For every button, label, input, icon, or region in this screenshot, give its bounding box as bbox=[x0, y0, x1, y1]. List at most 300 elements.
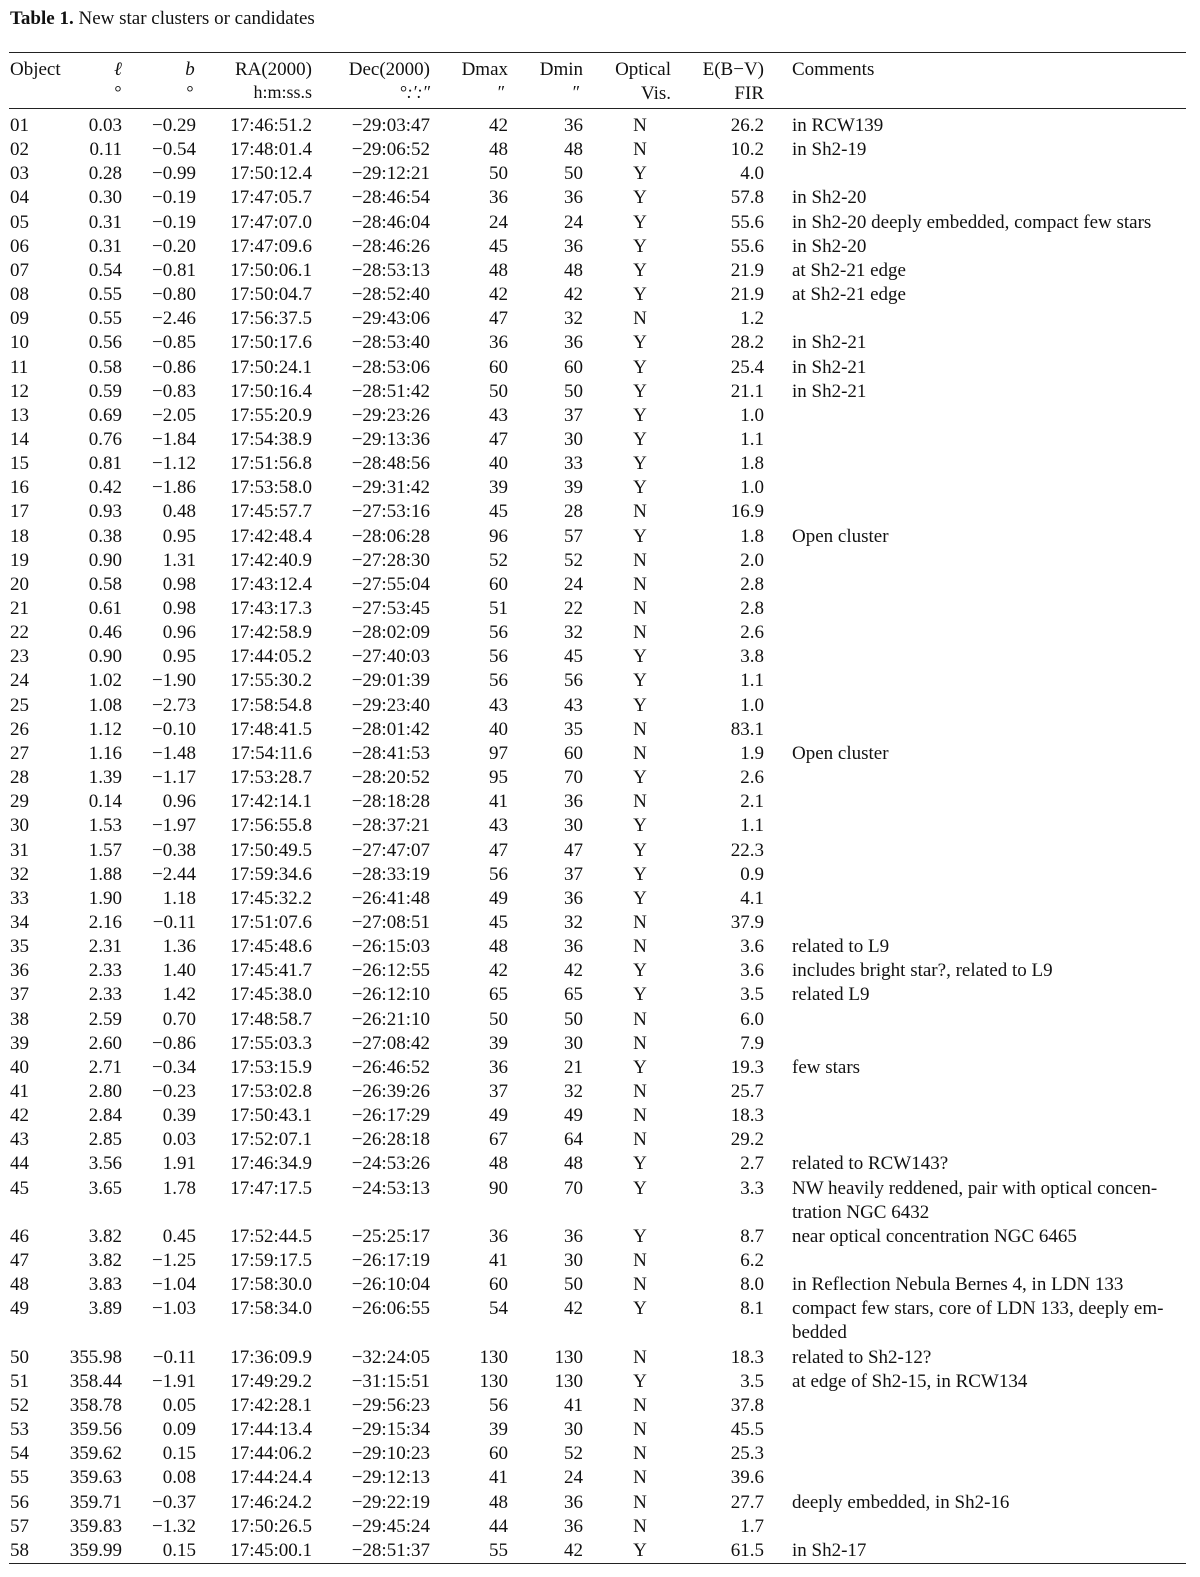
cell-dmin: 49 bbox=[564, 1105, 583, 1127]
cell-ebv: 27.7 bbox=[730, 1491, 764, 1513]
cell-dmax: 42 bbox=[489, 960, 508, 982]
cell-b: 1.42 bbox=[162, 984, 196, 1006]
cell-ebv: 3.3 bbox=[740, 1177, 764, 1199]
cell-ebv: 57.8 bbox=[730, 187, 764, 209]
cell-dec: −28:41:53 bbox=[351, 742, 430, 764]
cell-dec: −29:10:23 bbox=[351, 1443, 430, 1465]
cell-object: 58 bbox=[10, 1539, 29, 1561]
cell-dec: −28:33:19 bbox=[351, 863, 430, 885]
cell-object: 17 bbox=[10, 501, 29, 523]
cell-dmin: 36 bbox=[564, 115, 583, 136]
cell-ra: 17:54:38.9 bbox=[230, 428, 312, 450]
cell-dec: −28:51:42 bbox=[351, 380, 430, 402]
cell-optical: N bbox=[633, 549, 647, 571]
cell-optical: Y bbox=[633, 815, 647, 837]
cell-object: 38 bbox=[10, 1008, 29, 1030]
cell-l: 0.58 bbox=[88, 356, 122, 378]
cell-ra: 17:47:09.6 bbox=[230, 235, 312, 257]
cell-l: 0.28 bbox=[88, 163, 122, 185]
cell-l: 3.82 bbox=[88, 1250, 122, 1272]
cell-dmax: 60 bbox=[489, 1274, 508, 1296]
table-row bbox=[0, 863, 1200, 887]
cell-l: 2.85 bbox=[88, 1129, 122, 1151]
table-row bbox=[0, 452, 1200, 476]
table-row bbox=[0, 307, 1200, 331]
cell-dmax: 51 bbox=[489, 598, 508, 619]
cell-l: 0.81 bbox=[88, 453, 122, 475]
cell-b: 1.91 bbox=[162, 1153, 196, 1175]
cell-optical: Y bbox=[633, 187, 647, 209]
cell-comments bbox=[792, 959, 1192, 983]
cell-dmin: 24 bbox=[564, 211, 583, 233]
cell-ra: 17:56:37.5 bbox=[230, 308, 312, 330]
comment-line: few stars bbox=[792, 1056, 861, 1078]
cell-ebv: 83.1 bbox=[730, 718, 764, 740]
cell-dmin: 36 bbox=[564, 332, 583, 354]
cell-dec: −26:12:55 bbox=[351, 960, 430, 982]
table-row bbox=[0, 766, 1200, 790]
cell-l: 355.98 bbox=[69, 1346, 122, 1368]
cell-dec: −26:10:04 bbox=[351, 1274, 430, 1296]
cell-b: −1.91 bbox=[152, 1370, 196, 1392]
cell-dmax: 56 bbox=[489, 622, 508, 644]
cell-dmax: 48 bbox=[489, 259, 508, 281]
cell-object: 19 bbox=[10, 549, 29, 571]
cell-dec: −28:20:52 bbox=[351, 767, 430, 789]
table-row bbox=[0, 983, 1200, 1007]
cell-dmin: 60 bbox=[564, 742, 583, 764]
cell-dmax: 95 bbox=[489, 767, 508, 789]
cell-b: −1.03 bbox=[152, 1298, 196, 1320]
table-row bbox=[0, 1346, 1200, 1370]
cell-object: 37 bbox=[10, 984, 29, 1006]
cell-dmin: 43 bbox=[564, 694, 583, 716]
cell-ebv: 8.1 bbox=[740, 1298, 764, 1320]
cell-dmin: 35 bbox=[564, 718, 583, 740]
cell-l: 0.46 bbox=[88, 622, 122, 644]
table-row bbox=[0, 114, 1200, 138]
cell-l: 1.39 bbox=[88, 767, 122, 789]
cell-ra: 17:48:41.5 bbox=[230, 718, 312, 740]
cell-object: 25 bbox=[10, 694, 29, 716]
cell-dec: −24:53:26 bbox=[351, 1153, 430, 1175]
cell-b: −2.05 bbox=[152, 404, 196, 426]
table-caption bbox=[10, 8, 315, 30]
cell-dmax: 56 bbox=[489, 646, 508, 668]
cell-dec: −29:15:34 bbox=[351, 1419, 430, 1441]
cell-dec: −28:37:21 bbox=[351, 815, 430, 837]
cell-optical: Y bbox=[633, 356, 647, 378]
header-dec: Dec(2000) bbox=[348, 59, 430, 80]
cell-dmin: 33 bbox=[564, 453, 583, 475]
cell-ra: 17:45:32.2 bbox=[230, 887, 312, 909]
cell-dec: −26:39:26 bbox=[351, 1081, 430, 1102]
cell-dec: −28:51:37 bbox=[351, 1539, 430, 1561]
cell-l: 1.02 bbox=[88, 670, 122, 692]
cell-dmax: 41 bbox=[489, 1250, 508, 1272]
cell-dmin: 42 bbox=[564, 284, 583, 306]
cell-b: −0.38 bbox=[152, 839, 196, 861]
comment-line: in Sh2-20 deeply embedded, compact few stars bbox=[792, 211, 1152, 233]
comment-line: in Sh2-21 bbox=[792, 332, 867, 354]
cell-dmax: 49 bbox=[489, 1105, 508, 1127]
cell-dmax: 24 bbox=[489, 211, 508, 233]
cell-dec: −27:28:30 bbox=[351, 549, 430, 571]
cell-optical: Y bbox=[633, 332, 647, 354]
cell-l: 1.88 bbox=[88, 863, 122, 885]
header-dmin: Dmin bbox=[539, 59, 583, 80]
cell-optical: Y bbox=[633, 1225, 647, 1247]
cell-object: 04 bbox=[10, 187, 29, 209]
cell-l: 0.38 bbox=[88, 525, 122, 547]
cell-dmin: 37 bbox=[564, 404, 583, 426]
cell-ebv: 1.9 bbox=[740, 742, 764, 764]
cell-dmin: 64 bbox=[564, 1129, 583, 1151]
cell-object: 32 bbox=[10, 863, 29, 885]
cell-ra: 17:45:48.6 bbox=[230, 936, 312, 958]
cell-ra: 17:50:49.5 bbox=[230, 839, 312, 861]
cell-dmax: 47 bbox=[489, 839, 508, 861]
cell-optical: Y bbox=[633, 1153, 647, 1175]
cell-comments bbox=[792, 331, 1192, 355]
cell-ra: 17:44:24.4 bbox=[230, 1467, 312, 1489]
cell-dec: −27:55:04 bbox=[351, 573, 430, 595]
table-row bbox=[0, 1177, 1200, 1223]
cell-object: 44 bbox=[10, 1153, 29, 1175]
cell-ebv: 1.0 bbox=[740, 404, 764, 426]
cell-dmin: 30 bbox=[564, 1032, 583, 1054]
table-row bbox=[0, 1442, 1200, 1466]
cell-b: −0.34 bbox=[152, 1056, 196, 1078]
comment-line: at Sh2-21 edge bbox=[792, 259, 906, 281]
cell-ra: 17:53:58.0 bbox=[230, 477, 312, 499]
cell-object: 57 bbox=[10, 1515, 29, 1537]
cell-dec: −29:12:21 bbox=[351, 163, 430, 185]
cell-comments bbox=[792, 1273, 1192, 1297]
cell-b: 0.45 bbox=[162, 1225, 196, 1247]
cell-l: 0.14 bbox=[88, 791, 122, 813]
cell-ra: 17:50:04.7 bbox=[230, 284, 312, 306]
cell-l: 359.63 bbox=[69, 1467, 122, 1489]
cell-dec: −27:53:45 bbox=[351, 598, 430, 619]
cell-ra: 17:45:57.7 bbox=[230, 501, 312, 523]
cell-ra: 17:55:30.2 bbox=[230, 670, 312, 692]
cell-optical: N bbox=[633, 911, 647, 933]
cell-optical: N bbox=[633, 1515, 647, 1537]
cell-ebv: 8.0 bbox=[740, 1274, 764, 1296]
cell-object: 24 bbox=[10, 670, 29, 692]
cell-object: 53 bbox=[10, 1419, 29, 1441]
cell-b: −0.83 bbox=[152, 380, 196, 402]
cell-l: 0.54 bbox=[88, 259, 122, 281]
cell-optical: Y bbox=[633, 1177, 647, 1199]
cell-optical: N bbox=[633, 742, 647, 764]
cell-dmin: 60 bbox=[564, 356, 583, 378]
cell-dec: −29:23:26 bbox=[351, 404, 430, 426]
cell-object: 26 bbox=[10, 718, 29, 740]
cell-optical: N bbox=[633, 598, 647, 619]
cell-b: −0.99 bbox=[152, 163, 196, 185]
cell-object: 21 bbox=[10, 598, 29, 619]
cell-object: 12 bbox=[10, 380, 29, 402]
cell-object: 16 bbox=[10, 477, 29, 499]
cell-l: 358.44 bbox=[69, 1370, 122, 1392]
cell-dec: −29:31:42 bbox=[351, 477, 430, 499]
cell-dmin: 50 bbox=[564, 1274, 583, 1296]
cell-ebv: 25.4 bbox=[730, 356, 764, 378]
cell-ebv: 2.6 bbox=[740, 622, 764, 644]
comment-line: related to Sh2-12? bbox=[792, 1346, 932, 1368]
comment-line: deeply embedded, in Sh2-16 bbox=[792, 1491, 1010, 1513]
cell-b: −2.46 bbox=[152, 308, 196, 330]
cell-l: 1.90 bbox=[88, 887, 122, 909]
cell-dmin: 36 bbox=[564, 187, 583, 209]
cell-l: 0.56 bbox=[88, 332, 122, 354]
cell-dmax: 48 bbox=[489, 1153, 508, 1175]
cell-optical: N bbox=[633, 501, 647, 523]
cell-ebv: 6.2 bbox=[740, 1250, 764, 1272]
cell-dec: −28:46:04 bbox=[351, 211, 430, 233]
cell-optical: N bbox=[633, 936, 647, 958]
cell-ra: 17:50:24.1 bbox=[230, 356, 312, 378]
cell-object: 48 bbox=[10, 1274, 29, 1296]
cell-l: 2.16 bbox=[88, 911, 122, 933]
table-row bbox=[0, 1056, 1200, 1080]
cell-comments bbox=[792, 1370, 1192, 1394]
cell-ra: 17:52:07.1 bbox=[230, 1129, 312, 1151]
table-row bbox=[0, 259, 1200, 283]
cell-comments bbox=[792, 525, 1192, 549]
cell-dmin: 48 bbox=[564, 1153, 583, 1175]
cell-ebv: 3.6 bbox=[740, 936, 764, 958]
table-row bbox=[0, 669, 1200, 693]
cell-dmin: 32 bbox=[564, 308, 583, 330]
cell-l: 0.90 bbox=[88, 549, 122, 571]
cell-dec: −26:15:03 bbox=[351, 936, 430, 958]
cell-b: −1.84 bbox=[152, 428, 196, 450]
cell-object: 07 bbox=[10, 259, 29, 281]
cell-dec: −32:24:05 bbox=[351, 1346, 430, 1368]
cell-ebv: 25.3 bbox=[730, 1443, 764, 1465]
table-row bbox=[0, 597, 1200, 621]
cell-optical: N bbox=[633, 1032, 647, 1054]
cell-l: 1.08 bbox=[88, 694, 122, 716]
cell-ra: 17:55:20.9 bbox=[230, 404, 312, 426]
cell-object: 35 bbox=[10, 936, 29, 958]
cell-dec: −31:15:51 bbox=[351, 1370, 430, 1392]
cell-object: 51 bbox=[10, 1370, 29, 1392]
table-row bbox=[0, 500, 1200, 524]
cell-object: 15 bbox=[10, 453, 29, 475]
cell-b: −0.20 bbox=[152, 235, 196, 257]
cell-dmax: 41 bbox=[489, 791, 508, 813]
cell-optical: Y bbox=[633, 670, 647, 692]
cell-dmax: 67 bbox=[489, 1129, 508, 1151]
cell-ra: 17:45:38.0 bbox=[230, 984, 312, 1006]
cell-object: 39 bbox=[10, 1032, 29, 1054]
cell-ebv: 28.2 bbox=[730, 332, 764, 354]
cell-dmax: 50 bbox=[489, 163, 508, 185]
comment-line: in Reflection Nebula Bernes 4, in LDN 133 bbox=[792, 1274, 1124, 1296]
cell-optical: Y bbox=[633, 284, 647, 306]
cell-ra: 17:50:16.4 bbox=[230, 380, 312, 402]
table-row bbox=[0, 380, 1200, 404]
cell-object: 28 bbox=[10, 767, 29, 789]
cell-ra: 17:44:13.4 bbox=[230, 1419, 312, 1441]
cell-ra: 17:42:58.9 bbox=[230, 622, 312, 644]
cell-dmax: 41 bbox=[489, 1467, 508, 1489]
cell-ebv: 8.7 bbox=[740, 1225, 764, 1247]
cell-ebv: 21.1 bbox=[730, 380, 764, 402]
cell-ra: 17:51:07.6 bbox=[230, 911, 312, 933]
cell-ebv: 55.6 bbox=[730, 211, 764, 233]
table-row bbox=[0, 1515, 1200, 1539]
cell-b: 1.36 bbox=[162, 936, 196, 958]
cell-comments bbox=[792, 1177, 1192, 1225]
table-row bbox=[0, 1080, 1200, 1104]
bottom-rule bbox=[9, 1563, 1186, 1564]
cell-ra: 17:43:17.3 bbox=[230, 598, 312, 619]
cell-dec: −27:08:42 bbox=[351, 1032, 430, 1054]
cell-optical: N bbox=[633, 573, 647, 595]
cell-ra: 17:50:26.5 bbox=[230, 1515, 312, 1537]
cell-dmin: 24 bbox=[564, 1467, 583, 1489]
cell-optical: N bbox=[633, 1443, 647, 1465]
cell-dmin: 30 bbox=[564, 428, 583, 450]
cell-b: −2.73 bbox=[152, 694, 196, 716]
table-row bbox=[0, 186, 1200, 210]
cell-comments bbox=[792, 283, 1192, 307]
cell-l: 3.65 bbox=[88, 1177, 122, 1199]
table-row bbox=[0, 839, 1200, 863]
comment-line: compact few stars, core of LDN 133, deeply em- bbox=[792, 1298, 1164, 1320]
cell-dmax: 36 bbox=[489, 332, 508, 354]
cell-ra: 17:50:12.4 bbox=[230, 163, 312, 185]
header-optical: Optical bbox=[615, 59, 671, 80]
comment-line: in Sh2-17 bbox=[792, 1539, 867, 1561]
cell-comments bbox=[792, 1225, 1192, 1249]
cell-dec: −27:40:03 bbox=[351, 646, 430, 668]
cell-object: 10 bbox=[10, 332, 29, 354]
cell-object: 23 bbox=[10, 646, 29, 668]
cell-ebv: 37.8 bbox=[730, 1394, 764, 1416]
cell-b: 0.70 bbox=[162, 1008, 196, 1030]
cell-object: 05 bbox=[10, 211, 29, 233]
top-rule bbox=[9, 52, 1186, 53]
cell-ebv: 2.7 bbox=[740, 1153, 764, 1175]
cell-dmax: 60 bbox=[489, 356, 508, 378]
cell-dmin: 45 bbox=[564, 646, 583, 668]
table-row bbox=[0, 1032, 1200, 1056]
cell-l: 0.03 bbox=[88, 115, 122, 136]
cell-dmax: 37 bbox=[489, 1081, 508, 1102]
cell-l: 0.61 bbox=[88, 598, 122, 619]
cell-b: 0.15 bbox=[162, 1443, 196, 1465]
cell-ebv: 37.9 bbox=[730, 911, 764, 933]
cell-ra: 17:53:15.9 bbox=[230, 1056, 312, 1078]
cell-ebv: 2.0 bbox=[740, 549, 764, 571]
header-dmax: Dmax bbox=[461, 59, 508, 80]
cell-l: 0.42 bbox=[88, 477, 122, 499]
cell-dmax: 56 bbox=[489, 863, 508, 885]
cell-ebv: 1.1 bbox=[740, 670, 764, 692]
cell-ra: 17:50:43.1 bbox=[230, 1105, 312, 1127]
cell-b: −2.44 bbox=[152, 863, 196, 885]
cell-optical: Y bbox=[633, 1056, 647, 1078]
cell-optical: Y bbox=[633, 380, 647, 402]
cell-comments bbox=[792, 1056, 1192, 1080]
cell-optical: Y bbox=[633, 1539, 647, 1561]
cell-optical: N bbox=[633, 622, 647, 644]
cell-optical: Y bbox=[633, 960, 647, 982]
comment-line: related to RCW143? bbox=[792, 1153, 949, 1175]
cell-comments bbox=[792, 138, 1192, 162]
header-l: ℓ bbox=[114, 59, 122, 80]
cell-ra: 17:46:51.2 bbox=[230, 115, 312, 136]
cell-dec: −26:46:52 bbox=[351, 1056, 430, 1078]
cell-l: 0.76 bbox=[88, 428, 122, 450]
cell-dmin: 36 bbox=[564, 1491, 583, 1513]
cell-optical: Y bbox=[633, 694, 647, 716]
cell-b: −1.32 bbox=[152, 1515, 196, 1537]
cell-ra: 17:43:12.4 bbox=[230, 573, 312, 595]
cell-object: 18 bbox=[10, 525, 29, 547]
table-row bbox=[0, 1418, 1200, 1442]
cell-ebv: 18.3 bbox=[730, 1105, 764, 1127]
cell-dmin: 52 bbox=[564, 1443, 583, 1465]
cell-object: 56 bbox=[10, 1491, 29, 1513]
cell-dec: −26:21:10 bbox=[351, 1008, 430, 1030]
cell-optical: N bbox=[633, 791, 647, 813]
cell-dmin: 47 bbox=[564, 839, 583, 861]
cell-object: 20 bbox=[10, 573, 29, 595]
cell-object: 22 bbox=[10, 622, 29, 644]
cell-ebv: 1.8 bbox=[740, 525, 764, 547]
cell-b: −0.11 bbox=[152, 911, 196, 933]
cell-ebv: 1.7 bbox=[740, 1515, 764, 1537]
cell-dmax: 50 bbox=[489, 1008, 508, 1030]
cell-b: 0.15 bbox=[162, 1539, 196, 1561]
header-dmin-unit: ″ bbox=[571, 82, 579, 102]
cell-l: 359.56 bbox=[69, 1419, 122, 1441]
cell-ebv: 39.6 bbox=[730, 1467, 764, 1489]
table-row bbox=[0, 718, 1200, 742]
comment-line: tration NGC 6432 bbox=[792, 1201, 930, 1223]
cell-l: 359.99 bbox=[69, 1539, 122, 1561]
cell-ra: 17:53:02.8 bbox=[230, 1081, 312, 1102]
cell-object: 11 bbox=[10, 356, 29, 378]
cell-object: 55 bbox=[10, 1467, 29, 1489]
cell-ebv: 4.1 bbox=[740, 887, 764, 909]
cell-object: 09 bbox=[10, 308, 29, 330]
comment-line: related L9 bbox=[792, 984, 870, 1006]
cell-ebv: 18.3 bbox=[730, 1346, 764, 1368]
cell-optical: N bbox=[633, 115, 647, 136]
cell-dmax: 47 bbox=[489, 428, 508, 450]
cell-b: −0.85 bbox=[152, 332, 196, 354]
cell-object: 50 bbox=[10, 1346, 29, 1368]
cell-dmin: 50 bbox=[564, 163, 583, 185]
comment-line: NW heavily reddened, pair with optical concen- bbox=[792, 1177, 1158, 1199]
cell-b: −0.10 bbox=[152, 718, 196, 740]
cell-optical: Y bbox=[633, 477, 647, 499]
cell-b: 0.09 bbox=[162, 1419, 196, 1441]
cell-ebv: 3.8 bbox=[740, 646, 764, 668]
cell-optical: N bbox=[633, 1491, 647, 1513]
cell-dmin: 42 bbox=[564, 960, 583, 982]
cell-ebv: 3.5 bbox=[740, 1370, 764, 1392]
cell-b: 0.39 bbox=[162, 1105, 196, 1127]
